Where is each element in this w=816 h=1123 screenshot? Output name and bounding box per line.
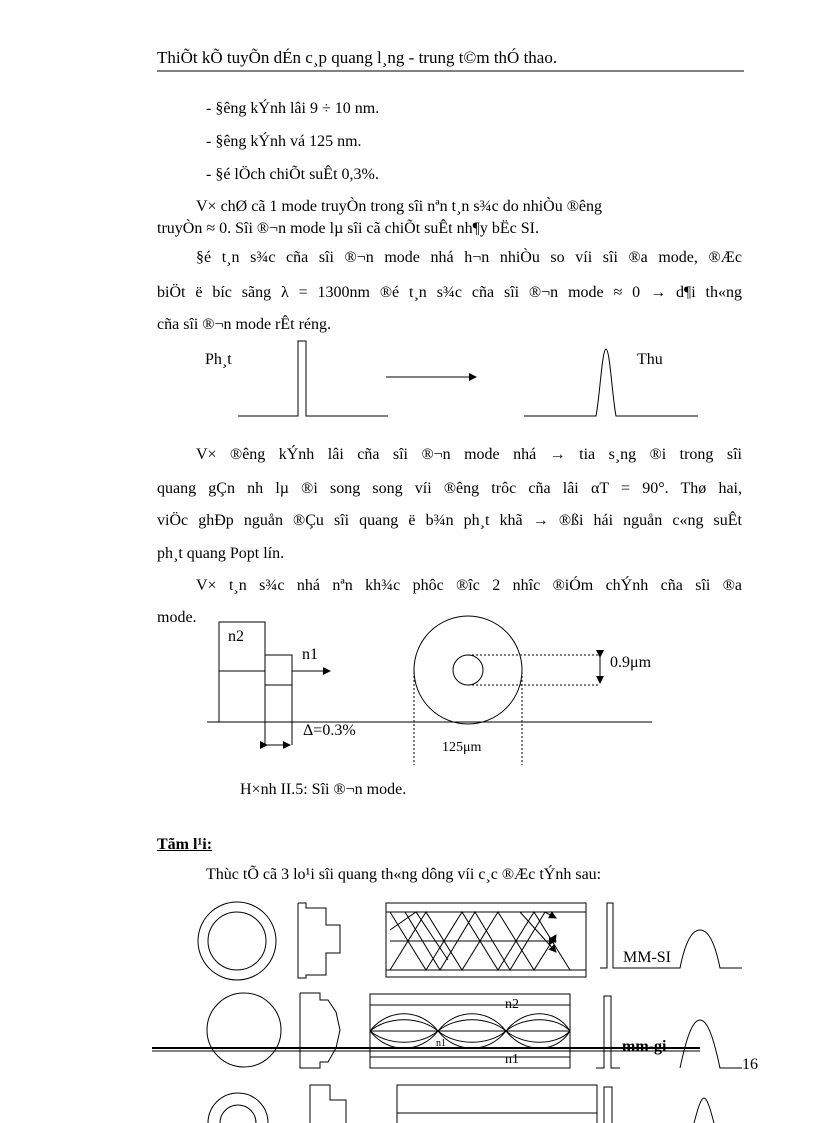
index-profile-cladding: [219, 622, 265, 722]
bullet-index-difference: - §é lÖch chiÕt suÊt 0,3%.: [206, 166, 379, 183]
fiber-n2-label: n2: [228, 628, 244, 645]
tx-pulse: [238, 341, 388, 416]
fiber-n1-label: n1: [302, 646, 318, 663]
bullet-core-diameter: - §êng kÝnh lâi 9 ÷ 10 nm.: [206, 100, 380, 117]
mm-si-label: MM-SI: [623, 949, 672, 966]
para4-line1: V× t¸n s¾c nhá nªn kh¾c phôc ®îc 2 nhîc ®iÓm chÝnh cña sîi ®a: [196, 577, 742, 594]
para3-line3: viÖc ghÐp nguån ®Çu sîi quang ë b¾n ph¸t khã → ®ßi hái nguån c«ng suÊt: [157, 512, 742, 529]
mmgi-rays: [370, 1014, 570, 1049]
page-header-title: ThiÕt kÕ tuyÕn dÉn c¸p quang l¸ng - trung t©m thÓ thao.: [157, 48, 558, 67]
summary-text: Thùc tÕ cã 3 lo¹i sîi quang th«ng dông víi c¸c ®Æc tÝnh sau:: [206, 866, 602, 883]
para1-line2: truyÒn ≈ 0. Sîi ®¬n mode lµ sîi cã chiÕt suÊt nh¶y bËc SI.: [157, 220, 539, 237]
mmsi-rays: [390, 912, 570, 970]
para3-line4: ph¸t quang Popt lín.: [157, 545, 285, 562]
para3-line1: V× ®êng kÝnh lâi cña sîi ®¬n mode nhá → tia s¸ng ®i trong sîi: [196, 446, 742, 463]
sm-outer-circle: [208, 1093, 268, 1123]
fiber-cladding-circle: [414, 616, 522, 724]
para3-line2: quang gÇn nh lµ ®i song song víi ®êng trôc cña lâi αT = 90°. Thø hai,: [157, 480, 742, 497]
mmsi-core-circle: [208, 912, 266, 970]
para4-line2: mode.: [157, 609, 197, 626]
sm-fiber-outer: [397, 1085, 597, 1123]
mmsi-input-pulse: [600, 903, 622, 968]
fiber-clad-dim-label: 125μm: [442, 740, 482, 755]
sm-index-profile: [310, 1085, 346, 1123]
mmgi-input-pulse: [596, 996, 620, 1068]
sm-input-pulse: [604, 1087, 612, 1123]
bullet-cladding-diameter: - §êng kÝnh vá 125 nm.: [206, 133, 362, 150]
sm-core-circle: [220, 1105, 256, 1123]
graded-n2-label: n2: [505, 997, 519, 1012]
rx-pulse: [524, 349, 698, 416]
para1-line1: V× chØ cã 1 mode truyÒn trong sîi nªn t¸n s¾c do nhiÒu ®êng: [196, 198, 602, 215]
para2-line2: biÖt ë bíc sãng λ = 1300nm ®é t¸n s¾c cña sîi ®¬n mode ≈ 0 → d¶i th«ng: [157, 284, 742, 301]
graded-n1-bottom-label: n1: [505, 1052, 519, 1067]
fiber-core-dim-label: 0.9μm: [610, 654, 652, 671]
figure-caption: H×nh II.5: Sîi ®¬n mode.: [240, 781, 407, 798]
mmgi-index-profile: [300, 993, 340, 1068]
summary-heading: Tãm l¹i:: [157, 836, 213, 853]
graded-n1-label: n1: [436, 1038, 446, 1049]
para2-line1: §é t¸n s¾c cña sîi ®¬n mode nhá h¬n nhiÒu so víi sîi ®a mode, ®Æc: [196, 249, 742, 266]
para2-line3: cña sîi ®¬n mode rÊt réng.: [157, 316, 332, 333]
mm-gi-label: mm-gi: [622, 1038, 667, 1055]
pulse-rx-label: Thu: [637, 351, 663, 368]
fiber-core-circle: [453, 655, 483, 685]
mmsi-fiber-outer: [386, 903, 586, 977]
sm-output-pulse: [694, 1098, 714, 1123]
mmsi-output-pulse: [622, 930, 742, 968]
mmgi-output-pulse: [680, 1020, 742, 1068]
page-number: 16: [742, 1056, 758, 1073]
fiber-delta-label: Δ=0.3%: [303, 722, 356, 739]
index-profile-core: [265, 655, 292, 685]
pulse-tx-label: Ph¸t: [205, 351, 232, 368]
mmsi-index-profile: [298, 903, 340, 978]
mmsi-outer-circle: [198, 902, 276, 980]
mmgi-outer-circle: [207, 993, 281, 1067]
